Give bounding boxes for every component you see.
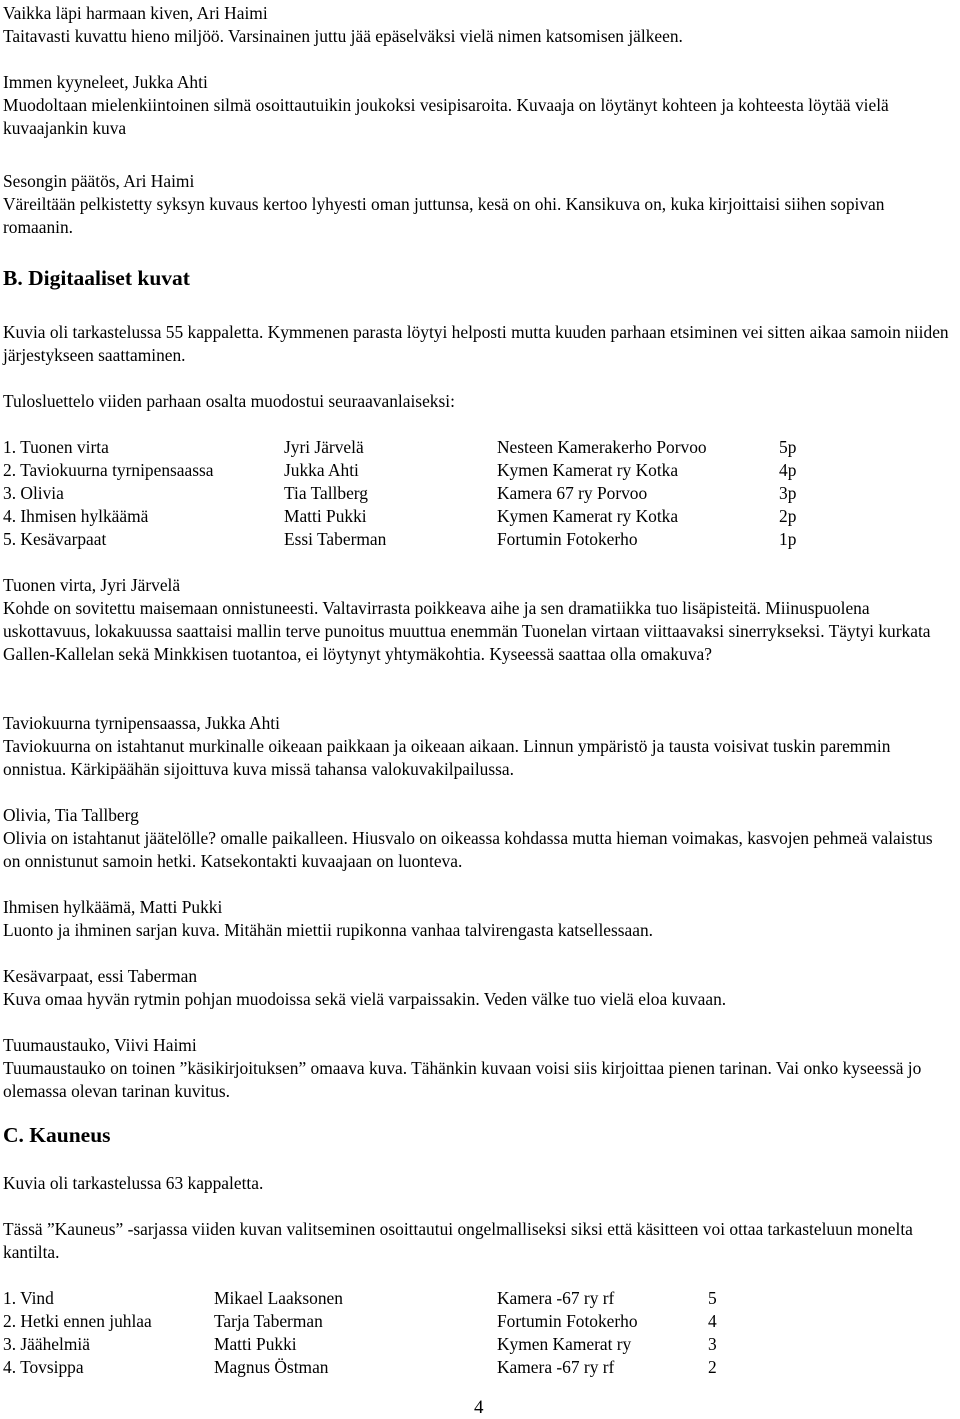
results-row: [0, 459, 960, 482]
result-author: Jukka Ahti: [284, 460, 359, 480]
result-points: 2p: [779, 506, 797, 526]
result-title: 5. Kesävarpaat: [3, 529, 107, 549]
result-points: 4p: [779, 460, 797, 480]
result-title: 4. Tovsippa: [3, 1357, 84, 1377]
result-points: 1p: [779, 529, 797, 549]
result-title: 3. Olivia: [3, 483, 64, 503]
results-intro: Tulosluettelo viiden parhaan osalta muodostui seuraavanlaiseksi:: [3, 391, 455, 411]
results-row: [0, 528, 960, 551]
critique-title: Tuumaustauko, Viivi Haimi: [3, 1035, 197, 1055]
result-title: 2. Hetki ennen juhlaa: [3, 1311, 152, 1331]
result-title: 1. Tuonen virta: [3, 437, 109, 457]
result-club: Fortumin Fotokerho: [497, 529, 638, 549]
result-title: 3. Jäähelmiä: [3, 1334, 90, 1354]
result-title: 2. Taviokuurna tyrnipensaassa: [3, 460, 214, 480]
result-club: Kamera -67 ry rf: [497, 1357, 615, 1377]
result-club: Fortumin Fotokerho: [497, 1311, 638, 1331]
critique-text: Kohde on sovitettu maisemaan onnistuneesti. Valtavirrasta poikkeava aihe ja sen dramatiikka tuo lisäpisteitä. Miinuspuolena uskottavuus, lokakuussa saattaisi mallin terve punoitus muuttua enemmän Tuonelan virtaan viittaavaksi sinerrykseksi. Täytyi kurkata Gallen-Kallelan sekä Minkkisen tuotantoa, ei löytynyt yhtymäkohtia. Kyseessä saattaa olla omakuva?: [3, 598, 931, 664]
result-club: Kymen Kamerat ry Kotka: [497, 460, 679, 480]
result-title: 4. Ihmisen hylkäämä: [3, 506, 149, 526]
entry-title: Sesongin päätös, Ari Haimi: [3, 171, 195, 191]
section-text: Tässä ”Kauneus” -sarjassa viiden kuvan valitseminen osoittautui ongelmalliseksi siksi että käsitteen voi ottaa tarkasteluun monelta kantilta.: [3, 1219, 913, 1262]
section-intro: Kuvia oli tarkastelussa 55 kappaletta. Kymmenen parasta löytyi helposti mutta kuuden parhaan etsiminen vei sitten aikaa samoin niiden järjestykseen saattaminen.: [3, 322, 949, 365]
section-heading: B. Digitaaliset kuvat: [3, 266, 190, 290]
result-points: 5: [708, 1288, 717, 1308]
critique-text: Luonto ja ihminen sarjan kuva. Mitähän miettii rupikonna vanhaa talvirengasta katsellessaan.: [3, 920, 654, 940]
entry-title: Vaikka läpi harmaan kiven, Ari Haimi: [3, 3, 268, 23]
result-points: 5p: [779, 437, 797, 457]
critique-text: Taviokuurna on istahtanut murkinalle oikeaan paikkaan ja oikeaan aikaan. Linnun ympäristö ja tausta voisivat tuskin paremmin onnistua. Kärkipäähän sijoittuva kuva missä tahansa valokuvakilpailussa.: [3, 736, 891, 779]
critique-text: Olivia on istahtanut jäätelölle? omalle paikalleen. Hiusvalo on oikeassa kohdassa mutta hieman voimakas, kasvojen pehmeä valaistus on onnistunut samoin hetki. Katsekontakti kuvaajaan on luonteva.: [3, 828, 933, 871]
result-author: Tarja Taberman: [214, 1311, 323, 1331]
result-author: Tia Tallberg: [284, 483, 368, 503]
results-row: [0, 1356, 960, 1379]
results-row: [0, 1333, 960, 1356]
results-row: [0, 436, 960, 459]
results-row: [0, 1287, 960, 1310]
result-author: Matti Pukki: [284, 506, 367, 526]
result-points: 3p: [779, 483, 797, 503]
section-intro: Kuvia oli tarkastelussa 63 kappaletta.: [3, 1173, 264, 1193]
critique-title: Kesävarpaat, essi Taberman: [3, 966, 198, 986]
result-author: Essi Taberman: [284, 529, 387, 549]
critique-title: Olivia, Tia Tallberg: [3, 805, 139, 825]
entry-text: Taitavasti kuvattu hieno miljöö. Varsinainen juttu jää epäselväksi vielä nimen katsomisen jälkeen.: [3, 26, 683, 46]
results-row: [0, 482, 960, 505]
critique-text: Tuumaustauko on toinen ”käsikirjoituksen” omaava kuva. Tähänkin kuvaan voisi siis kirjoittaa pienen tarinan. Vai onko kyseessä jo olemassa olevan tarinan kuvitus.: [3, 1058, 922, 1101]
result-club: Nesteen Kamerakerho Porvoo: [497, 437, 707, 457]
result-points: 2: [708, 1357, 717, 1377]
result-club: Kamera 67 ry Porvoo: [497, 483, 648, 503]
result-club: Kymen Kamerat ry Kotka: [497, 506, 679, 526]
critique-title: Ihmisen hylkäämä, Matti Pukki: [3, 897, 223, 917]
entry-title: Immen kyyneleet, Jukka Ahti: [3, 72, 208, 92]
entry-text: Väreiltään pelkistetty syksyn kuvaus kertoo lyhyesti oman juttunsa, kesä on ohi. Kansikuva on, kuka kirjoittaisi siihen sopivan romaanin.: [3, 194, 885, 237]
section-heading: C. Kauneus: [3, 1123, 111, 1147]
critique-text: Kuva omaa hyvän rytmin pohjan muodoissa sekä vielä varpaissakin. Veden välke tuo vielä eloa kuvaan.: [3, 989, 727, 1009]
critique-title: Taviokuurna tyrnipensaassa, Jukka Ahti: [3, 713, 280, 733]
result-title: 1. Vind: [3, 1288, 54, 1308]
result-club: Kamera -67 ry rf: [497, 1288, 615, 1308]
result-points: 3: [708, 1334, 717, 1354]
result-author: Mikael Laaksonen: [214, 1288, 343, 1308]
result-points: 4: [708, 1311, 717, 1331]
results-row: [0, 505, 960, 528]
result-author: Jyri Järvelä: [284, 437, 364, 457]
result-author: Magnus Östman: [214, 1357, 329, 1377]
critique-title: Tuonen virta, Jyri Järvelä: [3, 575, 181, 595]
entry-text: Muodoltaan mielenkiintoinen silmä osoittautuikin joukoksi vesipisaroita. Kuvaaja on löytänyt kohteen ja kohteesta löytää vielä kuvaajankin kuva: [3, 95, 889, 138]
results-row: [0, 1310, 960, 1333]
result-author: Matti Pukki: [214, 1334, 297, 1354]
result-club: Kymen Kamerat ry: [497, 1334, 632, 1354]
page-number: 4: [474, 1397, 484, 1418]
